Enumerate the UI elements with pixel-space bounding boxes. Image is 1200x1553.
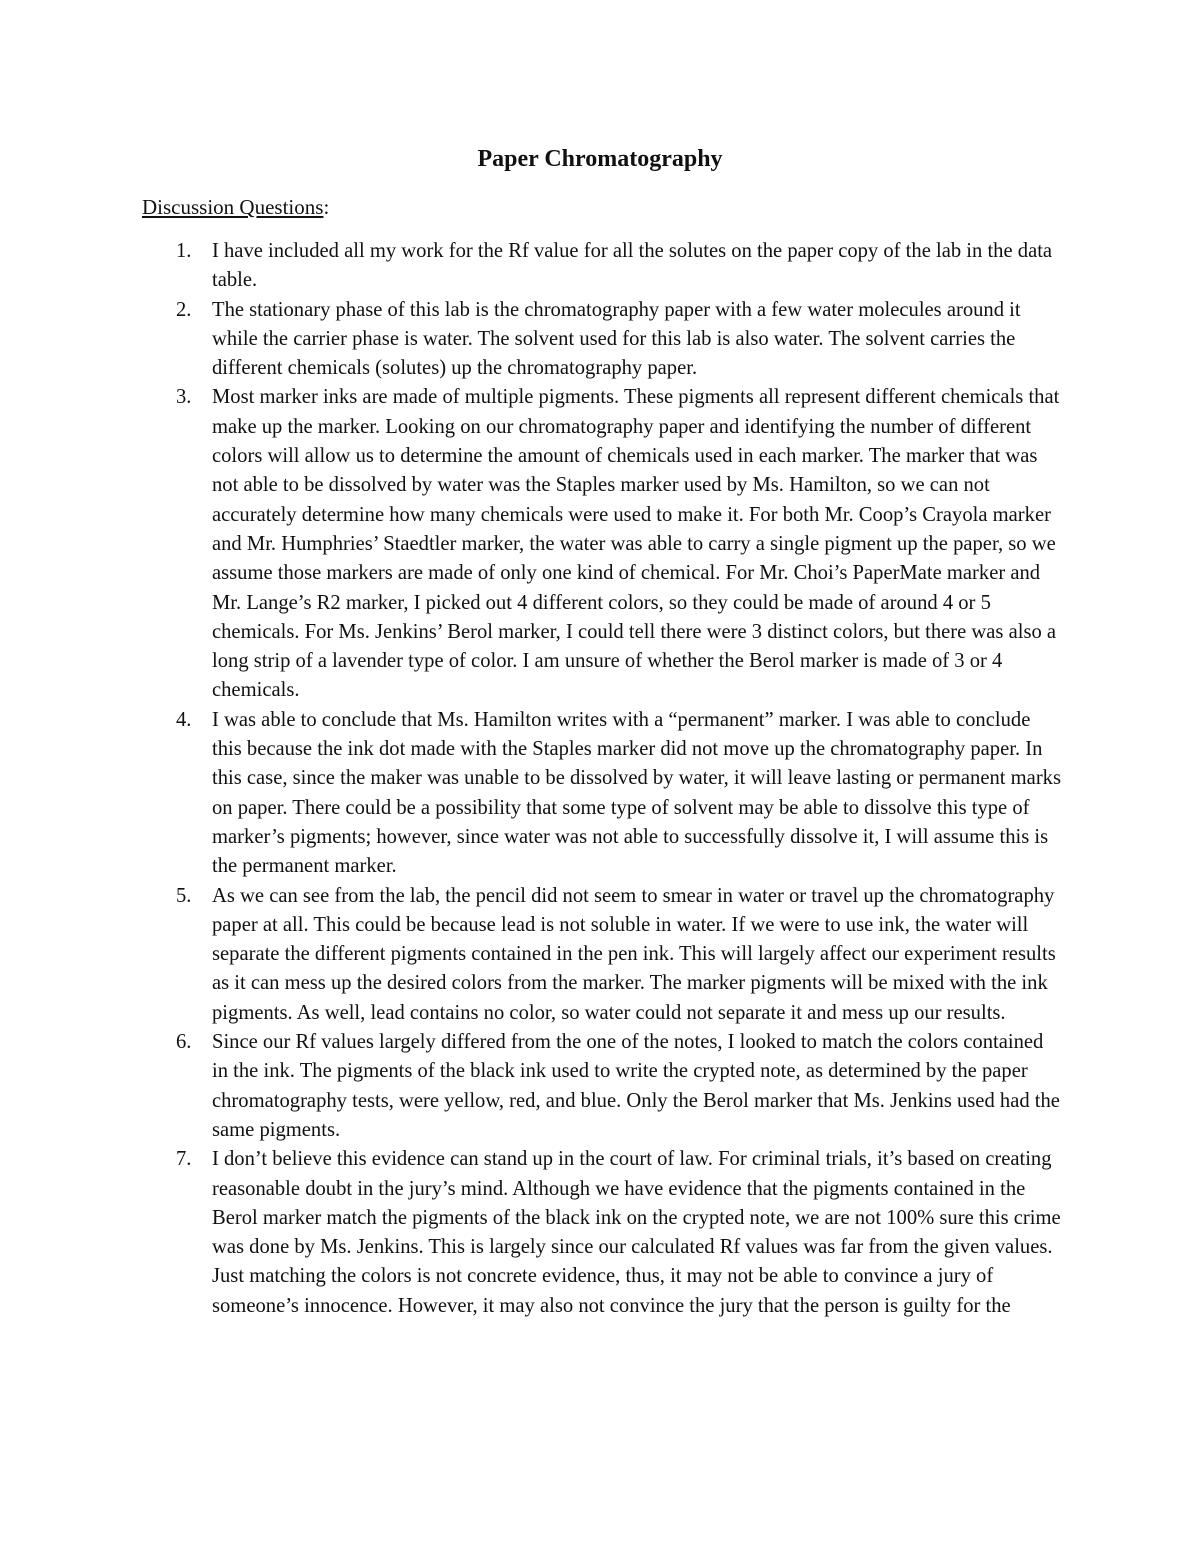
question-item-1 (142, 237, 1062, 296)
question-number: 1. (176, 240, 192, 262)
question-item-7 (142, 1145, 1062, 1321)
question-number: 3. (176, 386, 192, 409)
question-text: The stationary phase of this lab is the chromatography paper with a few water molecules around it while the carrier phase is water. The solvent used for this lab is also water. The solvent carries the different chemicals (solutes) up the chromatography paper. (212, 298, 1021, 380)
question-item-4 (142, 706, 1062, 882)
document-title: Paper Chromatography (477, 146, 723, 172)
question-number: 5. (176, 884, 192, 907)
section-heading-text: Discussion Questions (142, 195, 324, 219)
question-item-3 (142, 383, 1062, 705)
question-text: Most marker inks are made of multiple pigments. These pigments all represent different chemicals that make up the marker. Looking on our chromatography paper and identifying the number of different colors will allow us to determine the amount of chemicals used in each marker. The marker that was not able to be dissolved by water was the Staples marker used by Ms. Hamilton, so we can not accurately determine how many chemicals were used to make it. For both Mr. Coop’s Crayola marker and Mr. Humphries’ Staedtler marker, the water was able to carry a single pigment up the paper, so we assume those markers are made of only one kind of chemical. For Mr. Choi’s PaperMate marker and Mr. Lange’s R2 marker, I picked out 4 different colors, so they could be made of around 4 or 5 chemicals. For Ms. Jenkins’ Berol marker, I could tell there were 3 distinct colors, but there was also a long strip of a lavender type of color. I am unsure of whether the Berol marker is made of 3 or 4 chemicals. (212, 386, 1060, 702)
question-number: 2. (176, 298, 192, 321)
question-text: I was able to conclude that Ms. Hamilton writes with a “permanent” marker. I was able to conclude this because the ink dot made with the Staples marker did not move up the chromatography paper. In this case, since the maker was unable to be dissolved by water, it will leave lasting or permanent marks on paper. There could be a possibility that some type of solvent may be able to dissolve this type of marker’s pigments; however, since water was not able to successfully dissolve it, I will assume this is the permanent marker. (212, 708, 1061, 878)
question-number: 7. (176, 1148, 192, 1171)
question-number: 6. (176, 1031, 192, 1054)
question-text: Since our Rf values largely differed from the one of the notes, I looked to match the colors contained in the ink. The pigments of the black ink used to write the crypted note, as determined by the paper chromatography tests, were yellow, red, and blue. Only the Berol marker that Ms. Jenkins used had the same pigments. (212, 1031, 1060, 1141)
question-text: I have included all my work for the Rf value for all the solutes on the paper copy of the lab in the data table. (212, 240, 1053, 292)
question-item-6 (142, 1028, 1062, 1145)
question-text: I don’t believe this evidence can stand up in the court of law. For criminal trials, it’s based on creating reasonable doubt in the jury’s mind. Although we have evidence that the pigments contained in the Berol marker match the pigments of the black ink on the crypted note, we are not 100% sure this crime was done by Ms. Jenkins. This is largely since our calculated Rf values was far from the given values. Just matching the colors is not concrete evidence, thus, it may not be able to convince a jury of someone’s innocence. However, it may also not convince the jury that the person is guilty for the (212, 1148, 1061, 1317)
question-item-5 (142, 882, 1062, 1028)
section-heading (142, 193, 329, 221)
question-item-2 (142, 296, 1062, 384)
question-number: 4. (176, 708, 192, 731)
section-heading-colon: : (323, 195, 330, 219)
discussion-questions-list (142, 237, 1062, 1321)
question-text: As we can see from the lab, the pencil did not seem to smear in water or travel up the chromatography paper at all. This could be because lead is not soluble in water. If we were to use ink, the water will separate the different pigments contained in the pen ink. This will largely affect our experiment results as it can mess up the desired colors from the marker. The marker pigments will be mixed with the ink pigments. As well, lead contains no color, so water could not separate it and mess up our results. (212, 884, 1056, 1024)
